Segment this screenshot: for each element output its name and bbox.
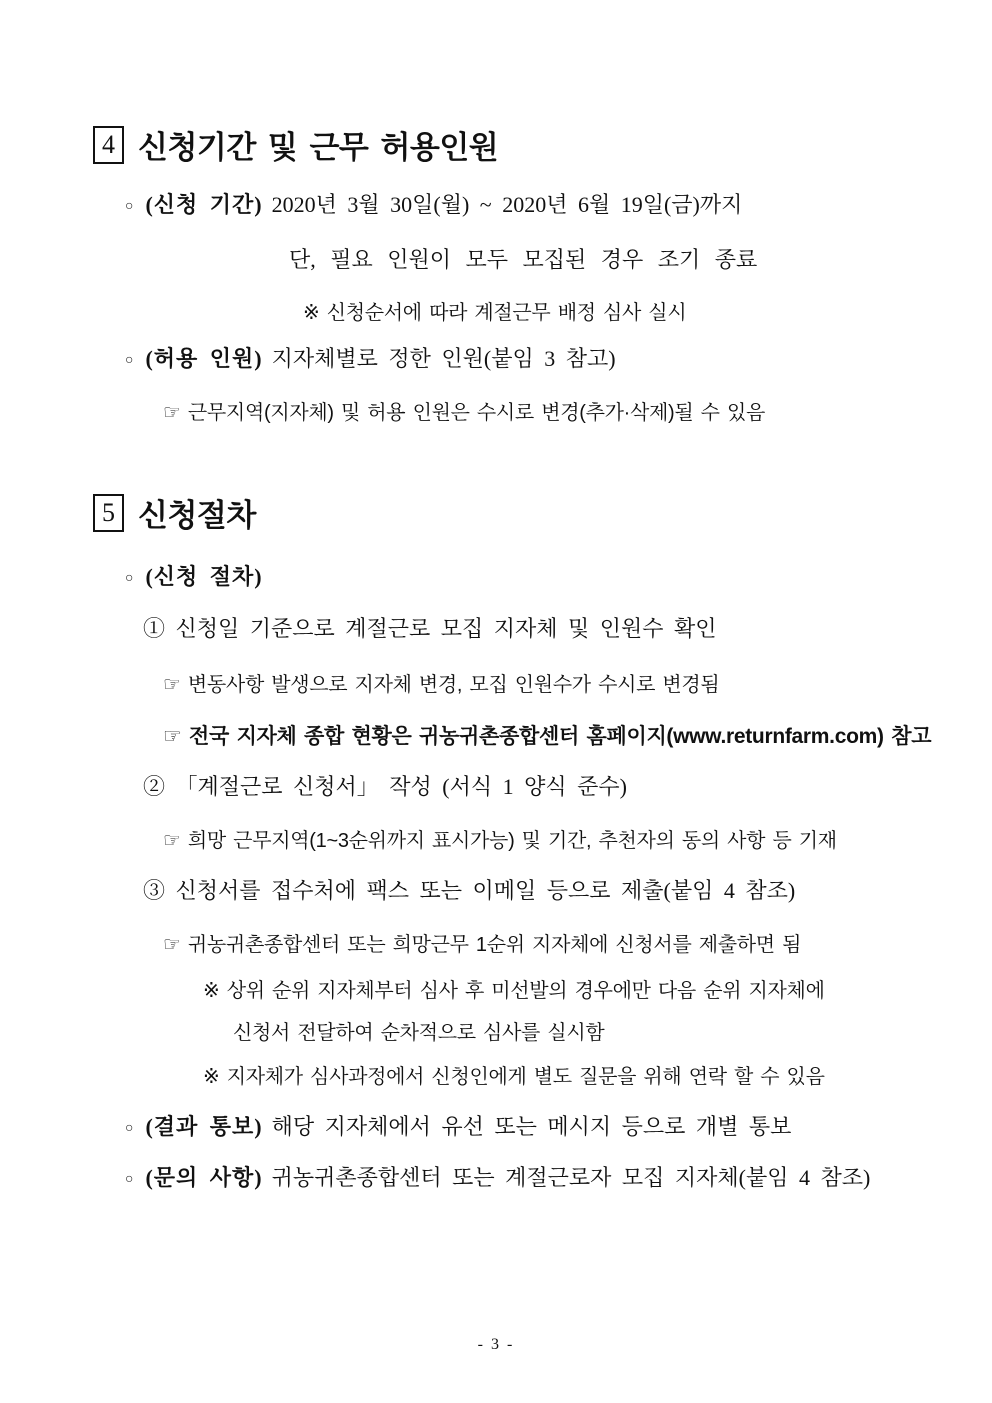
section5-number-box: 5 (93, 494, 124, 532)
s5-step2-line (143, 770, 627, 801)
s5-step1-line (143, 612, 717, 643)
s5-step1-change-note (163, 668, 719, 697)
s4-region-change-text: ☞ 근무지역(지자체) 및 허용 인원은 수시로 변경(추가·삭제)될 수 있음 (163, 402, 766, 424)
section4-title: 신청기간 및 근무 허용인원 (138, 130, 499, 165)
s5-step3-review-text-line1: ※ 상위 순위 지자체부터 심사 후 미선발의 경우에만 다음 순위 지자체에 (203, 980, 825, 1002)
s5-step3-line (143, 874, 795, 905)
s5-step3-review-note-line2 (233, 1016, 604, 1045)
circle-bullet-icon: ○ (125, 353, 134, 368)
circle-bullet-icon: ○ (125, 571, 134, 586)
s5-step3-review-note-line1 (203, 974, 825, 1003)
section5-title: 신청절차 (138, 498, 256, 533)
s5-step1-text: ① 신청일 기준으로 계절근로 모집 지자체 및 인원수 확인 (143, 616, 717, 641)
page-number (0, 1336, 992, 1354)
s5-step2-fill-note (163, 824, 837, 853)
s4-allowed-headcount-text: 지자체별로 정한 인원(붙임 3 참고) (271, 346, 616, 371)
section4-number-box: 4 (93, 126, 124, 164)
s4-allowed-headcount-line (125, 342, 616, 373)
s4-early-close-text: 단, 필요 인원이 모두 모집된 경우 조기 종료 (289, 247, 758, 272)
s4-early-close-line (289, 243, 757, 274)
s5-step3-submit-note (163, 928, 801, 957)
circle-bullet-icon: ○ (125, 1121, 134, 1136)
section5-heading (93, 490, 256, 535)
s5-step1-homepage-note (163, 720, 931, 750)
circle-bullet-icon: ○ (125, 1172, 134, 1187)
s5-procedure-label: (신청 절차) (145, 564, 263, 589)
s5-step3-submit-text: ☞ 귀농귀촌종합센터 또는 희망근무 1순위 지자체에 신청서를 제출하면 됨 (163, 934, 802, 956)
s5-step1-homepage-text: ☞ 전국 지자체 종합 현황은 귀농귀촌종합센터 홈페이지(www.returnfarm.com) 참고 (163, 725, 932, 748)
s5-procedure-line (125, 560, 272, 591)
s4-application-period-text: 2020년 3월 30일(월) ~ 2020년 6월 19일(금)까지 (271, 192, 743, 217)
s4-order-review-note (303, 296, 686, 325)
s5-inquiry-line (125, 1161, 870, 1192)
s5-result-notice-line (125, 1110, 791, 1141)
s5-step3-review-text-line2: 신청서 전달하여 순차적으로 심사를 실시함 (233, 1022, 605, 1044)
s4-application-period-line (125, 188, 742, 219)
s5-step2-fill-text: ☞ 희망 근무지역(1~3순위까지 표시가능) 및 기간, 추천자의 동의 사항 등 기재 (163, 830, 837, 852)
s4-application-period-label: (신청 기간) (145, 192, 263, 217)
page-number-text: - 3 - (477, 1336, 515, 1353)
s5-result-notice-text: 해당 지자체에서 유선 또는 메시지 등으로 개별 통보 (271, 1114, 792, 1139)
s4-region-change-note (163, 396, 765, 425)
s4-allowed-headcount-label: (허용 인원) (145, 346, 263, 371)
s4-order-review-text: ※ 신청순서에 따라 계절근무 배정 심사 실시 (303, 302, 687, 324)
s5-step3-contact-text: ※ 지자체가 심사과정에서 신청인에게 별도 질문을 위해 연락 할 수 있음 (203, 1066, 825, 1088)
circle-bullet-icon: ○ (125, 199, 134, 214)
s5-step3-text: ③ 신청서를 접수처에 팩스 또는 이메일 등으로 제출(붙임 4 참조) (143, 878, 796, 903)
s5-step2-text: ② 「계절근로 신청서」 작성 (서식 1 양식 준수) (143, 774, 627, 799)
s5-step3-contact-note (203, 1060, 825, 1089)
s5-inquiry-label: (문의 사항) (145, 1165, 263, 1190)
s5-step1-change-text: ☞ 변동사항 발생으로 지자체 변경, 모집 인원수가 수시로 변경됨 (163, 674, 720, 696)
s5-inquiry-text: 귀농귀촌종합센터 또는 계절근로자 모집 지자체(붙임 4 참조) (271, 1165, 871, 1190)
s5-result-notice-label: (결과 통보) (145, 1114, 263, 1139)
section4-heading (93, 122, 498, 167)
